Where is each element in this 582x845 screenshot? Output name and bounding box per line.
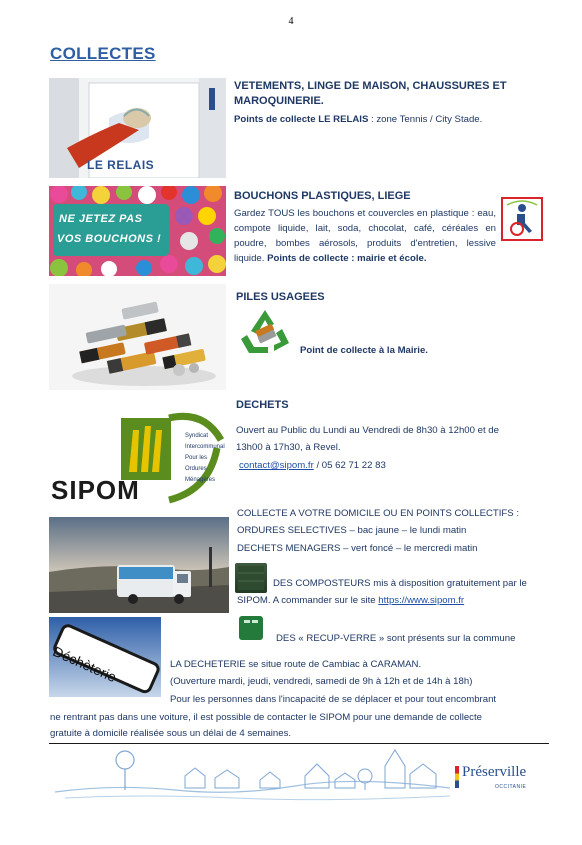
collecte-line-3: DECHETS MENAGERS – vert foncé – le mercredi matin (237, 543, 478, 554)
decheterie-info-1: Pour les personnes dans l'incapacité de se déplacer et pour tout encombrant (170, 694, 497, 705)
page-title: COLLECTES (50, 44, 156, 63)
sipom-logo (49, 400, 226, 504)
composteurs-text-2 (237, 593, 464, 608)
bouchons-banner-line2: VOS BOUCHONS ! (57, 233, 162, 245)
sipom-logo-name: SIPOM (51, 475, 140, 505)
sipom-logo-words (185, 431, 225, 486)
page-number: 4 (288, 16, 294, 27)
relais-points-value: : zone Tennis / City Stade. (368, 114, 483, 125)
relais-points (234, 112, 544, 127)
composteurs-order: SIPOM. A commander sur le site (237, 595, 379, 606)
preserville-logo (455, 764, 537, 794)
relais-heading: VETEMENTS, LINGE DE MAISON, CHAUSSURES ET MAROQUINERIE. (234, 80, 507, 107)
bouchons-banner-line1: NE JETEZ PAS (59, 213, 143, 225)
bouchons-body (234, 206, 496, 266)
dechets-hours-1: Ouvert au Public du Lundi au Vendredi de 8h30 à 12h00 et de (236, 425, 499, 436)
relais-photo (49, 78, 226, 178)
collecte-line-1: COLLECTE A VOTRE DOMICILE OU EN POINTS COLLECTIFS : (237, 508, 520, 519)
collecte-line-2: ORDURES SELECTIVES – bac jaune – le lundi matin (237, 525, 467, 536)
bouchons-photo (49, 186, 226, 276)
recup-verre-icon (236, 612, 266, 642)
sipom-word: Intercommunal (185, 444, 225, 450)
logo-brand: Préserville (462, 764, 527, 780)
sipom-phone: / 05 62 71 22 83 (313, 460, 386, 471)
dechets-heading: DECHETS (236, 399, 289, 411)
sipom-word: Ordures (185, 466, 207, 472)
sipom-word: Syndicat (185, 433, 209, 439)
logo-region: OCCITANIE (495, 784, 527, 790)
piles-point: Point de collecte à la Mairie. (300, 345, 428, 356)
dechets-hours-2: 13h00 à 17h30, à Revel. (236, 442, 341, 453)
relais-points-label: Points de collecte LE RELAIS (234, 114, 369, 125)
bouchons-points: Points de collecte : mairie et école. (264, 253, 427, 264)
footer-village-drawing (55, 746, 450, 802)
bouchons-handicap-logo (501, 197, 543, 241)
piles-photo (49, 284, 226, 390)
bouchons-body-text: Gardez TOUS les bouchons et couvercles en plastique : eau, compote liquide, lait, soda, chocolat, café, céréales en poudre, bombes aérosols, produits d'entretien, lessive liquide. (234, 208, 496, 264)
decheterie-info-2: ne rentrant pas dans une voiture, il est possible de contacter le SIPOM pour une demande de collecte (50, 712, 482, 723)
decheterie-sign-text: Déchèterie (50, 643, 119, 686)
sipom-email-link[interactable]: contact@sipom.fr (239, 460, 314, 471)
footer-divider (49, 743, 549, 744)
recycle-icon (238, 307, 292, 357)
dechets-contact (239, 458, 386, 473)
decheterie-sign-photo (49, 617, 161, 697)
decheterie-location: LA DECHETERIE se situe route de Cambiac à CARAMAN. (170, 659, 422, 670)
bouchons-heading: BOUCHONS PLASTIQUES, LIEGE (234, 190, 411, 202)
composteur-icon (235, 563, 267, 593)
sipom-website-link[interactable]: https://www.sipom.fr (378, 595, 465, 606)
recup-verre-text: DES « RECUP-VERRE » sont présents sur la commune (276, 633, 516, 644)
logo-color-bar (455, 766, 459, 788)
decheterie-hours: (Ouverture mardi, jeudi, vendredi, samedi de 9h à 12h et de 14h à 18h) (170, 676, 473, 687)
sipom-word: Pour les (185, 455, 208, 461)
relais-logo: LE RELAIS (87, 158, 155, 172)
decheterie-info-3: gratuite à domicile réalisée sous un délai de 4 semaines. (50, 728, 292, 739)
composteurs-text: DES COMPOSTEURS mis à disposition gratuitement par le (273, 578, 527, 589)
sipom-word: Ménagères (185, 477, 216, 483)
piles-heading: PILES USAGEES (236, 291, 325, 303)
truck-photo (49, 517, 229, 613)
